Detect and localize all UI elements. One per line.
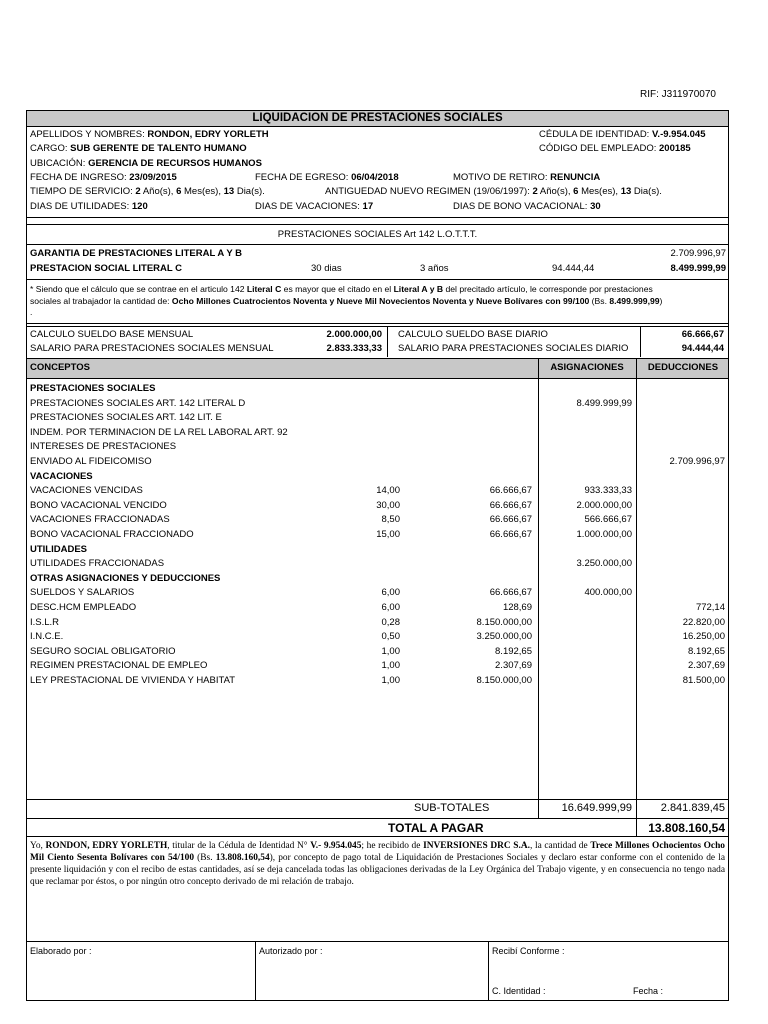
bono-line: DIAS DE BONO VACACIONAL: 30 xyxy=(453,201,601,212)
table-row xyxy=(0,471,768,484)
row-concepto: VACACIONES xyxy=(30,471,93,482)
row-cantidad: 1,00 xyxy=(381,675,400,686)
tiempo-line: TIEMPO DE SERVICIO: 2 Año(s), 6 Mes(es), 13 Dia(s). xyxy=(30,186,265,197)
separator xyxy=(27,217,728,218)
motivo-line: MOTIVO DE RETIRO: RENUNCIA xyxy=(453,172,601,183)
table-row xyxy=(0,412,768,425)
row-concepto: BONO VACACIONAL VENCIDO xyxy=(30,500,167,511)
row-cantidad: 0,28 xyxy=(381,617,400,628)
row-deduccion: 22.820,00 xyxy=(682,617,725,628)
cedula-sign-label: C. Identidad : xyxy=(492,986,546,996)
subtotales-label: SUB-TOTALES xyxy=(414,802,490,814)
table-row xyxy=(0,558,768,571)
fecha-label: Fecha : xyxy=(633,986,664,996)
row-concepto: UTILIDADES xyxy=(30,544,87,555)
col-asignaciones: ASIGNACIONES xyxy=(550,362,624,373)
row-concepto: BONO VACACIONAL FRACCIONADO xyxy=(30,529,194,540)
declaration-text: Yo, RONDON, EDRY YORLETH, titular de la Cédula de Identidad N° V.- 9.954.045; he recibido de INVERSIONES DRC S.A., la cantidad de Trece Millones Ochocientos Ocho Mil Ciento Sesenta Bolívares con 54/100 (Bs. 13.808.160,54), por concepto de pago total de Liquidación de Prestaciones Sociales y declaro estar conforme con el contenido de la presente liquidación y con el recibo de estas cantidades, así se deja cancelada todas las obligaciones derivadas de la Ley Orgánica del Trabajo vigente, y en consecuencia no tengo nada que reclamar por éstos, o por ningún otro concepto derivado de mi relación de trabajo. xyxy=(30,841,725,887)
row-asignacion: 8.499.999,99 xyxy=(576,398,632,409)
separator xyxy=(387,326,388,357)
separator xyxy=(640,326,641,357)
row-cantidad: 8,50 xyxy=(381,514,400,525)
row-concepto: UTILIDADES FRACCIONADAS xyxy=(30,558,165,569)
table-row xyxy=(0,544,768,557)
table-row xyxy=(0,573,768,586)
separator xyxy=(27,818,728,819)
ingreso-line: FECHA DE INGRESO: 23/09/2015 xyxy=(30,172,177,183)
row-asignacion: 933.333,33 xyxy=(584,485,632,496)
cedula-line: CÉDULA DE IDENTIDAD: V.-9.954.045 xyxy=(539,129,706,140)
column-divider xyxy=(636,818,637,836)
garantia-value: 2.709.996,97 xyxy=(670,248,726,259)
row-asignacion: 2.000.000,00 xyxy=(576,500,632,511)
separator xyxy=(27,941,728,942)
salario-diario-value: 94.444,44 xyxy=(681,343,724,354)
vacaciones-line: DIAS DE VACACIONES: 17 xyxy=(255,201,374,212)
antiguedad-line: ANTIGUEDAD NUEVO REGIMEN (19/06/1997): 2 Año(s), 6 Mes(es), 13 Dia(s). xyxy=(325,186,662,197)
row-concepto: LEY PRESTACIONAL DE VIVIENDA Y HABITAT xyxy=(30,675,236,686)
literal-c-value: 8.499.999,99 xyxy=(670,263,726,274)
sueldo-mensual-label: CALCULO SUELDO BASE MENSUAL xyxy=(30,329,194,340)
utilidades-line: DIAS DE UTILIDADES: 120 xyxy=(30,201,148,212)
table-row xyxy=(0,456,768,469)
nombres-line: APELLIDOS Y NOMBRES: RONDON, EDRY YORLETH xyxy=(30,129,269,140)
row-asignacion: 1.000.000,00 xyxy=(576,529,632,540)
table-row xyxy=(0,617,768,630)
row-cantidad: 6,00 xyxy=(381,602,400,613)
row-asignacion: 3.250.000,00 xyxy=(576,558,632,569)
row-concepto: VACACIONES VENCIDAS xyxy=(30,485,143,496)
row-monto: 66.666,67 xyxy=(489,587,532,598)
literal-c-label: PRESTACION SOCIAL LITERAL C xyxy=(30,263,183,274)
ubicacion-line: UBICACIÓN: GERENCIA DE RECURSOS HUMANOS xyxy=(30,158,262,169)
rif-number: RIF: J311970070 xyxy=(640,89,716,100)
row-concepto: INTERESES DE PRESTACIONES xyxy=(30,441,177,452)
row-deduccion: 81.500,00 xyxy=(682,675,725,686)
sueldo-diario-value: 66.666,67 xyxy=(681,329,724,340)
row-concepto: VACACIONES FRACCIONADAS xyxy=(30,514,170,525)
codigo-line: CÓDIGO DEL EMPLEADO: 200185 xyxy=(539,143,691,154)
literal-c-dias: 30 dias xyxy=(311,263,342,274)
row-concepto: PRESTACIONES SOCIALES ART. 142 LITERAL D xyxy=(30,398,246,409)
row-concepto: REGIMEN PRESTACIONAL DE EMPLEO xyxy=(30,660,208,671)
row-concepto: PRESTACIONES SOCIALES ART. 142 LIT. E xyxy=(30,412,222,423)
title-bar xyxy=(27,111,728,127)
elaborado-label: Elaborado por : xyxy=(30,946,92,956)
row-monto: 128,69 xyxy=(502,602,532,613)
row-monto: 8.150.000,00 xyxy=(476,675,532,686)
row-deduccion: 8.192,65 xyxy=(688,646,725,657)
row-concepto: OTRAS ASIGNACIONES Y DEDUCCIONES xyxy=(30,573,221,584)
table-row xyxy=(0,500,768,513)
table-row xyxy=(0,675,768,688)
row-concepto: SUELDOS Y SALARIOS xyxy=(30,587,135,598)
row-cantidad: 1,00 xyxy=(381,646,400,657)
row-cantidad: 14,00 xyxy=(376,485,400,496)
separator xyxy=(27,244,728,245)
row-monto: 2.307,69 xyxy=(495,660,532,671)
column-divider xyxy=(255,941,256,1001)
separator xyxy=(27,279,728,280)
table-row xyxy=(0,398,768,411)
row-concepto: PRESTACIONES SOCIALES xyxy=(30,383,156,394)
cargo-line: CARGO: SUB GERENTE DE TALENTO HUMANO xyxy=(30,143,247,154)
row-deduccion: 772,14 xyxy=(695,602,725,613)
row-cantidad: 6,00 xyxy=(381,587,400,598)
garantia-label: GARANTIA DE PRESTACIONES LITERAL A Y B xyxy=(30,248,243,259)
row-deduccion: 16.250,00 xyxy=(682,631,725,642)
row-concepto: DESC.HCM EMPLEADO xyxy=(30,602,137,613)
subtotal-deducciones: 2.841.839,45 xyxy=(660,802,725,814)
salario-mensual-label: SALARIO PARA PRESTACIONES SOCIALES MENSUAL xyxy=(30,343,274,354)
table-row xyxy=(0,587,768,600)
prestaciones-header: PRESTACIONES SOCIALES Art 142 L.O.T.T.T. xyxy=(277,229,478,240)
row-deduccion: 2.307,69 xyxy=(688,660,725,671)
literal-c-anos: 3 años xyxy=(420,263,449,274)
row-monto: 8.192,65 xyxy=(495,646,532,657)
row-cantidad: 0,50 xyxy=(381,631,400,642)
autorizado-label: Autorizado por : xyxy=(259,946,323,956)
table-row xyxy=(0,646,768,659)
sueldo-diario-label: CALCULO SUELDO BASE DIARIO xyxy=(398,329,548,340)
row-monto: 3.250.000,00 xyxy=(476,631,532,642)
column-divider xyxy=(488,941,489,1001)
prestaciones-note: * Siendo que el cálculo que se contrae en el articulo 142 Literal C es mayor que el citado en el Literal A y B del precitado artículo, le corresponde por prestaciones sociales al trabajador la cantidad de: Ocho Millones Cuatrocientos Noventa y Nueve Mil Novecientos Noventa y Nueve Bolívares con 99/100 (Bs. 8.499.999,99) . xyxy=(30,284,663,317)
table-row xyxy=(0,529,768,542)
row-concepto: ENVIADO AL FIDEICOMISO xyxy=(30,456,152,467)
row-asignacion: 400.000,00 xyxy=(584,587,632,598)
total-value: 13.808.160,54 xyxy=(648,821,725,835)
table-row xyxy=(0,660,768,673)
table-row xyxy=(0,441,768,454)
col-conceptos: CONCEPTOS xyxy=(30,362,91,373)
row-deduccion: 2.709.996,97 xyxy=(669,456,725,467)
salario-mensual-value: 2.833.333,33 xyxy=(326,343,382,354)
separator xyxy=(27,323,728,324)
row-cantidad: 30,00 xyxy=(376,500,400,511)
table-row xyxy=(0,485,768,498)
row-concepto: INDEM. POR TERMINACION DE LA REL LABORAL ART. 92 xyxy=(30,427,288,438)
egreso-line: FECHA DE EGRESO: 06/04/2018 xyxy=(255,172,399,183)
row-concepto: I.S.L.R xyxy=(30,617,60,628)
row-monto: 66.666,67 xyxy=(489,514,532,525)
separator xyxy=(27,224,728,225)
recibi-label: Recibí Conforme : xyxy=(492,946,565,956)
total-label: TOTAL A PAGAR xyxy=(388,821,484,835)
col-deducciones: DEDUCCIONES xyxy=(647,362,719,373)
separator xyxy=(27,326,728,327)
separator xyxy=(27,799,728,800)
table-row xyxy=(0,427,768,440)
table-row xyxy=(0,631,768,644)
row-monto: 66.666,67 xyxy=(489,529,532,540)
table-row xyxy=(0,383,768,396)
subtotal-asignaciones: 16.649.999,99 xyxy=(561,802,632,814)
row-monto: 66.666,67 xyxy=(489,500,532,511)
row-concepto: I.N.C.E. xyxy=(30,631,64,642)
table-row xyxy=(0,514,768,527)
row-cantidad: 1,00 xyxy=(381,660,400,671)
row-concepto: SEGURO SOCIAL OBLIGATORIO xyxy=(30,646,176,657)
sueldo-mensual-value: 2.000.000,00 xyxy=(326,329,382,340)
salario-diario-label: SALARIO PARA PRESTACIONES SOCIALES DIARIO xyxy=(398,343,629,354)
separator xyxy=(27,836,728,837)
literal-c-diario: 94.444,44 xyxy=(552,263,595,274)
table-row xyxy=(0,602,768,615)
row-cantidad: 15,00 xyxy=(376,529,400,540)
document-title: LIQUIDACION DE PRESTACIONES SOCIALES xyxy=(252,112,503,124)
row-monto: 8.150.000,00 xyxy=(476,617,532,628)
row-monto: 66.666,67 xyxy=(489,485,532,496)
row-asignacion: 566.666,67 xyxy=(584,514,632,525)
